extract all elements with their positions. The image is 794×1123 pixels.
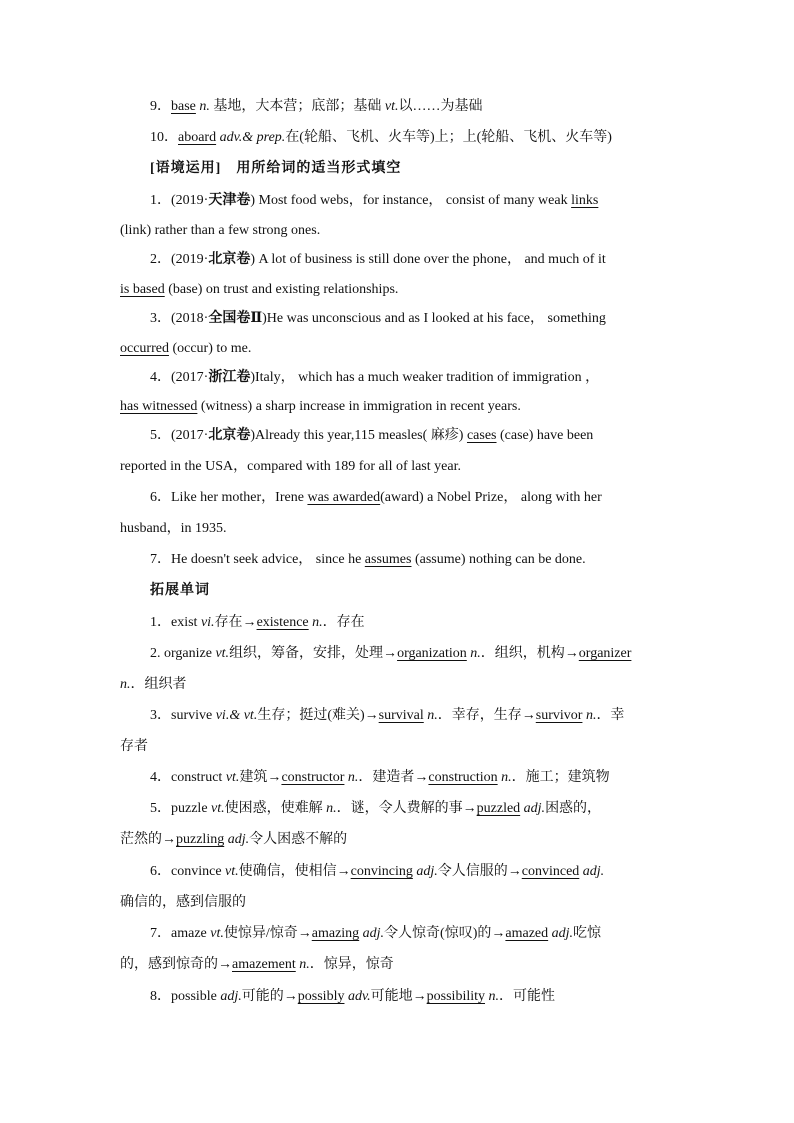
expand-item-7 <box>150 924 710 944</box>
item-text: 3．survive <box>150 708 216 723</box>
answer-blank: organizer <box>578 646 632 661</box>
answer-blank: amazing <box>311 926 360 941</box>
question-6-cont: husband，in 1935. <box>120 521 227 536</box>
question-text: )He was unconscious and as I looked at his face， something <box>262 311 606 326</box>
definition: 在(轮船、飞机、火车等)上；上(轮船、飞机、火车等) <box>285 130 612 145</box>
part-of-speech: vt. <box>210 926 224 941</box>
item-text: ．组织，机构→ <box>480 646 579 661</box>
question-5-cont: reported in the USA，compared with 189 for all of last year. <box>120 459 461 474</box>
part-of-speech: vi.& vt. <box>215 708 258 723</box>
part-of-speech: vt. <box>211 801 225 816</box>
item-text: 使惊异/惊奇→ <box>223 926 312 941</box>
part-of-speech: n. <box>299 957 310 972</box>
answer-blank: convinced <box>521 864 580 879</box>
item-text: 的，感到惊奇的→ <box>120 957 232 972</box>
part-of-speech: adj. <box>362 926 385 941</box>
expand-item-6 <box>150 862 710 882</box>
part-of-speech: n. <box>488 989 500 1004</box>
item-text: 8．possible <box>150 989 221 1004</box>
answer-blank: survival <box>378 708 424 723</box>
question-1 <box>150 191 710 211</box>
answer-blank: has witnessed <box>120 399 198 414</box>
expand-item-3-cont: 存者 <box>120 739 148 754</box>
item-text: 2. organize <box>150 646 216 661</box>
answer-blank: possibility <box>426 989 486 1004</box>
answer-blank: amazement <box>232 957 296 972</box>
part-of-speech: adv. <box>347 989 371 1004</box>
part-of-speech: n. <box>427 708 438 723</box>
question-text: (assume) nothing can be done. <box>411 552 586 567</box>
question-source: 北京卷 <box>208 428 251 443</box>
item-number: 9． <box>150 99 171 114</box>
item-text: 可能地→ <box>370 989 427 1004</box>
question-5 <box>150 426 710 446</box>
item-text: 建筑→ <box>239 770 282 785</box>
expand-item-3 <box>150 706 710 726</box>
question-1-cont: (link) rather than a few strong ones. <box>120 223 321 238</box>
vocab-word: base <box>171 99 196 114</box>
question-source: 天津卷 <box>208 193 251 208</box>
item-text: ．可能性 <box>499 989 556 1004</box>
expand-item-1 <box>150 613 710 633</box>
item-text: ．建造者→ <box>358 770 429 785</box>
item-text: 令人惊奇(惊叹)的→ <box>384 926 506 941</box>
answer-blank: possibly <box>297 989 345 1004</box>
part-of-speech: n. <box>501 770 512 785</box>
question-text: (base) on trust and existing relationships. <box>164 282 399 297</box>
question-2 <box>150 250 710 270</box>
question-text: )Already this year,115 measles( 麻疹) <box>250 428 467 443</box>
item-text: 使困惑，使难解 <box>224 801 327 816</box>
item-text: 组织，筹备，安排，处理→ <box>229 646 398 661</box>
definition: 基地，大本营；底部；基础 <box>213 99 382 114</box>
answer-blank: puzzling <box>176 832 225 847</box>
question-text: ) Most food webs，for instance， consist of many weak <box>250 193 572 208</box>
item-text: 1．exist <box>150 615 201 630</box>
answer-blank: cases <box>466 428 497 443</box>
item-text: 5．puzzle <box>150 801 212 816</box>
item-text: ．幸存，生存→ <box>437 708 536 723</box>
answer-blank: organization <box>397 646 467 661</box>
part-of-speech: n. <box>470 646 481 661</box>
part-of-speech: n. <box>347 770 359 785</box>
part-of-speech: adj. <box>220 989 242 1004</box>
item-text: 使确信，使相信→ <box>238 864 351 879</box>
expand-item-7-cont <box>120 955 680 975</box>
item-text: ．施工；建筑物 <box>511 770 610 785</box>
expand-item-5 <box>150 799 710 819</box>
item-text: 令人困惑不解的 <box>249 832 348 847</box>
answer-blank: existence <box>256 615 309 630</box>
question-number: 4．(2017· <box>150 370 209 385</box>
question-number: 1．(2019· <box>150 193 209 208</box>
part-of-speech: vt. <box>384 99 399 114</box>
item-text: 6．convince <box>150 864 226 879</box>
part-of-speech: adj. <box>582 864 605 879</box>
item-text: 4．construct <box>150 770 226 785</box>
item-text: 7．amaze <box>150 926 211 941</box>
answer-blank: occurred <box>120 341 169 356</box>
item-text: ．惊异，惊奇 <box>309 957 394 972</box>
question-7 <box>150 550 710 570</box>
part-of-speech: adj. <box>523 801 546 816</box>
question-source: 浙江卷 <box>208 370 251 385</box>
item-text: ．组织者 <box>130 677 187 692</box>
question-text: 7．He doesn't seek advice， since he <box>150 552 365 567</box>
question-4-cont <box>120 397 680 417</box>
part-of-speech: adj. <box>551 926 574 941</box>
question-text: (witness) a sharp increase in immigration in recent years. <box>197 399 521 414</box>
item-text: 生存；挺过(难关)→ <box>257 708 379 723</box>
question-source: 北京卷 <box>208 252 251 267</box>
question-3-cont <box>120 339 680 359</box>
question-text: )Italy， which has a much weaker tradition of immigration ， <box>250 370 600 385</box>
item-text: 茫然的→ <box>120 832 176 847</box>
question-text: (occur) to me. <box>168 341 252 356</box>
question-source: 全国卷Ⅱ <box>208 311 263 326</box>
question-number: 2．(2019· <box>150 252 209 267</box>
section-header-exercise: [语境运用] 用所给词的适当形式填空 <box>150 161 402 176</box>
part-of-speech: vt. <box>225 770 240 785</box>
question-3 <box>150 309 710 329</box>
vocab-item-9 <box>150 97 710 117</box>
question-text: ) A lot of business is still done over the phone， and much of it <box>250 252 606 267</box>
answer-blank: convincing <box>350 864 413 879</box>
part-of-speech: adj. <box>227 832 250 847</box>
expand-item-4 <box>150 768 710 788</box>
vocab-word: aboard <box>178 130 217 145</box>
item-text: 令人信服的→ <box>437 864 522 879</box>
part-of-speech: n. <box>326 801 337 816</box>
expand-item-5-cont <box>120 830 680 850</box>
part-of-speech: n. <box>585 708 597 723</box>
answer-blank: survivor <box>535 708 583 723</box>
answer-blank: was awarded <box>307 490 381 505</box>
question-6 <box>150 488 710 508</box>
answer-blank: construction <box>428 770 498 785</box>
section-header-expand: 拓展单词 <box>150 583 210 598</box>
answer-blank: links <box>571 193 599 208</box>
item-text: 存在→ <box>214 615 257 630</box>
item-text: 困惑的， <box>545 801 602 816</box>
expand-item-6-cont: 确信的，感到信服的 <box>120 895 246 910</box>
part-of-speech: adv.& prep. <box>219 130 286 145</box>
expand-item-2-cont <box>120 675 680 695</box>
expand-item-8 <box>150 987 710 1007</box>
expand-item-2 <box>150 644 710 664</box>
part-of-speech: n. <box>120 677 131 692</box>
item-text: 吃惊 <box>573 926 602 941</box>
question-text: (award) a Nobel Prize， along with her <box>380 490 602 505</box>
definition: 以……为基础 <box>398 99 483 114</box>
part-of-speech: vt. <box>215 646 230 661</box>
item-text: 可能的→ <box>241 989 298 1004</box>
part-of-speech: n. <box>312 615 323 630</box>
item-text: ．存在 <box>322 615 365 630</box>
vocab-item-10 <box>150 128 710 148</box>
item-text: ．幸 <box>596 708 625 723</box>
question-4 <box>150 368 710 388</box>
item-number: 10． <box>150 130 178 145</box>
item-text: ．谜，令人费解的事→ <box>336 801 477 816</box>
part-of-speech: vt. <box>225 864 239 879</box>
answer-blank: constructor <box>281 770 345 785</box>
part-of-speech: vi. <box>200 615 215 630</box>
answer-blank: amazed <box>505 926 549 941</box>
question-number: 5．(2017· <box>150 428 209 443</box>
answer-blank: puzzled <box>476 801 521 816</box>
question-number: 3．(2018· <box>150 311 209 326</box>
question-2-cont <box>120 280 680 300</box>
answer-blank: assumes <box>364 552 412 567</box>
answer-blank: is based <box>120 282 165 297</box>
question-text: 6．Like her mother，Irene <box>150 490 308 505</box>
question-text: (case) have been <box>496 428 594 443</box>
part-of-speech: adj. <box>416 864 438 879</box>
part-of-speech: n. <box>199 99 210 114</box>
